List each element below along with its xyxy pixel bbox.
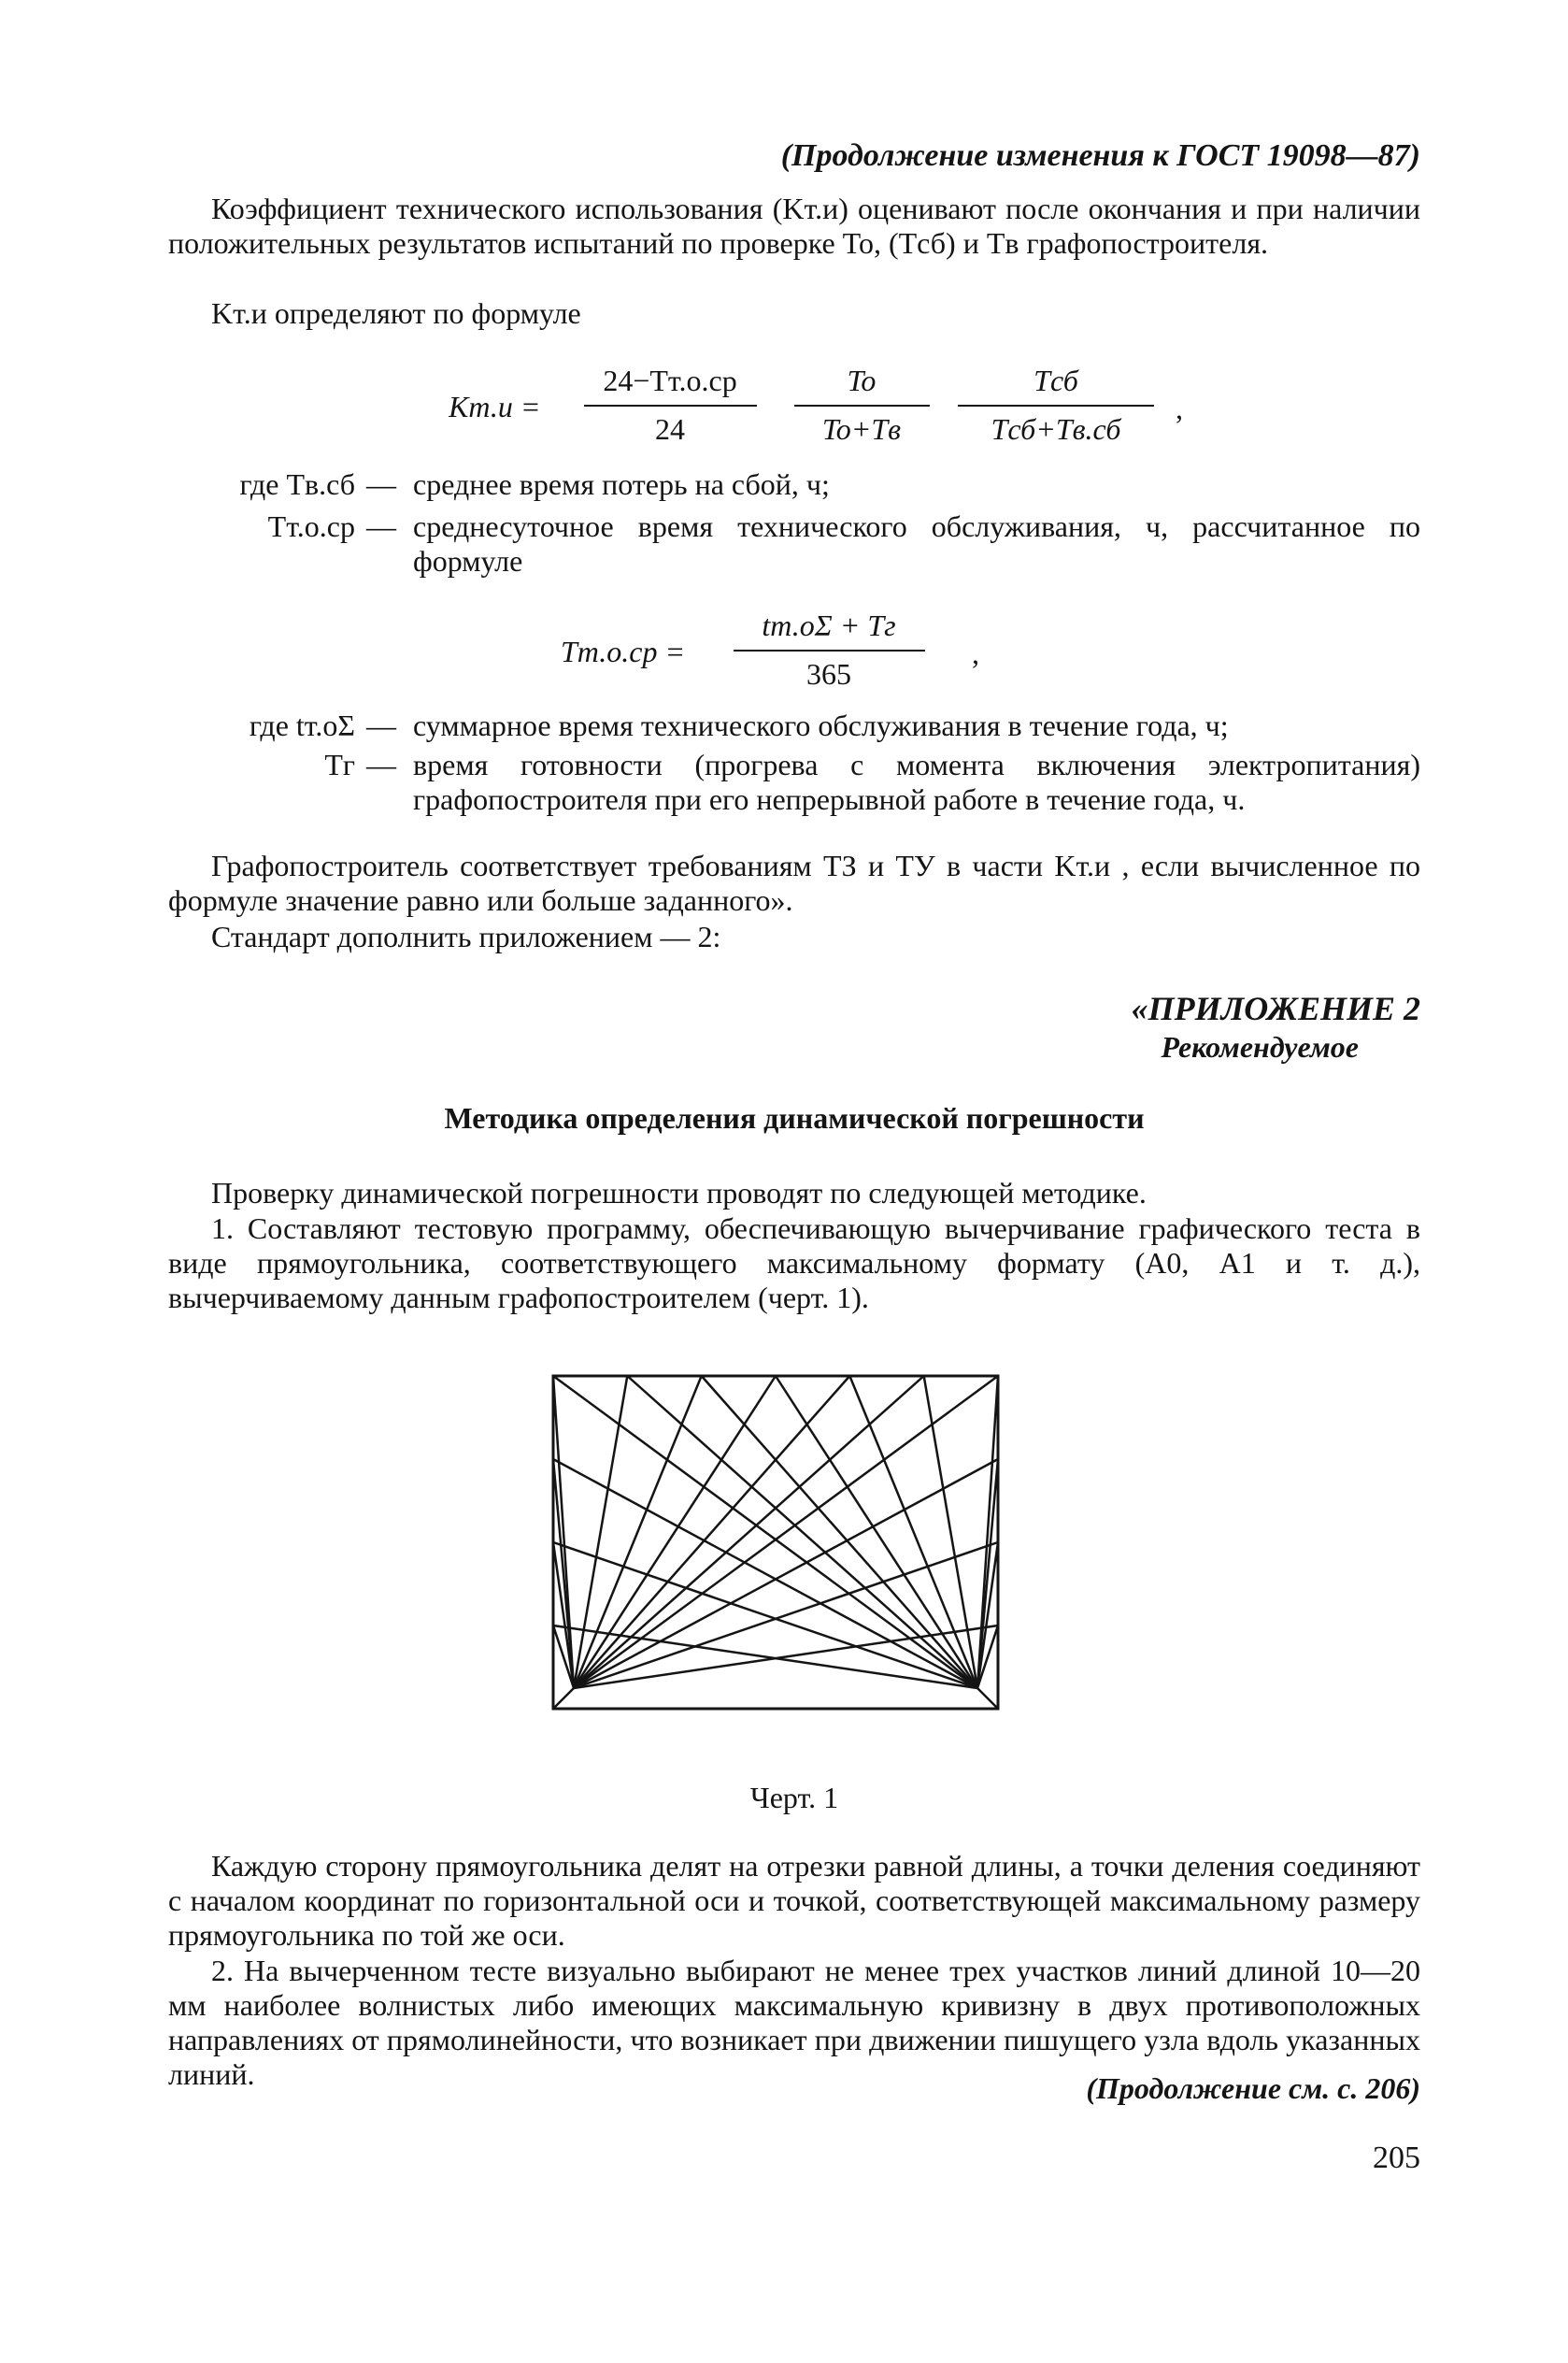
formula1-frac1-den: 24 <box>655 412 685 446</box>
definition-text: время готовности (прогрева с момента включения электропитания) графопостроителя при его непрерывной работе в течение года, ч. <box>413 748 1420 816</box>
appendix-title: «ПРИЛОЖЕНИЕ 2 <box>1131 990 1420 1027</box>
formula2-lhs: Tт.о.ср = <box>561 635 686 668</box>
section-title: Методика определения динамической погрешности <box>444 1101 1145 1135</box>
definition-dash: — <box>366 467 396 501</box>
definition-dash: — <box>366 709 396 742</box>
paragraph-supplement: Стандарт дополнить приложением — 2: <box>211 920 721 953</box>
formula-k-ti <box>449 353 1196 454</box>
fan-line <box>627 1376 977 1688</box>
definition-text: суммарное время технического обслуживания в течение года, ч; <box>413 709 1229 742</box>
paragraph-step-1: 1. Составляют тестовую программу, обеспечивающую вычерчивание графического теста в виде прямоугольника, соответствующего максимальному формату (А0, А1 и т. д.), вычерчиваемому данным графопостроителем (черт. 1). <box>168 1211 1420 1314</box>
fan-line <box>574 1459 998 1688</box>
figure-test-pattern <box>551 1374 1000 1711</box>
paragraph-method-intro: Проверку динамической погрешности проводят по следующей методике. <box>211 1176 1147 1210</box>
corner-line <box>553 1688 574 1709</box>
formula2-trail: , <box>972 637 979 670</box>
formula1-frac3-num: Tсб <box>1033 364 1078 397</box>
formula1-frac2-den: To+Tв <box>821 412 902 446</box>
paragraph-formula-intro: Kт.и определяют по формуле <box>211 296 581 330</box>
definition-t-vsb <box>168 467 1420 505</box>
formula1-lhs: Kт.и = <box>449 390 541 423</box>
formula1-parts <box>449 364 1183 446</box>
paragraph-conformity: Графопостроитель соответствует требованиям ТЗ и ТУ в части Kт.и , если вычисленное по формуле значение равно или больше заданного». <box>168 849 1420 917</box>
definition-text: среднее время потерь на сбой, ч; <box>413 467 830 501</box>
corner-line <box>977 1688 998 1709</box>
formula-t-tosr <box>561 596 1047 695</box>
fan-line <box>574 1376 924 1688</box>
test-pattern-drawing <box>551 1374 1000 1711</box>
page-number: 205 <box>1373 2141 1420 2175</box>
formula2-den: 365 <box>806 657 851 691</box>
fan-line <box>776 1376 977 1688</box>
formula1-frac1-num: 24−Tт.о.ср <box>603 364 737 397</box>
definition-label: Tг <box>324 748 355 781</box>
definition-dash: — <box>366 509 396 543</box>
definition-label: Tт.о.ср <box>267 509 355 543</box>
definition-label: где tт.оΣ <box>249 709 355 742</box>
paragraph-utilization-coefficient: Коэффициент технического использования (Kт.и) оценивают после окончания и при наличии положительных результатов испытаний по проверке To, (Tсб) и Tв графопостроителя. <box>168 192 1420 260</box>
paragraph-step-2: 2. На вычерченном тесте визуально выбирают не менее трех участков линий длиной 10—20 мм наиболее волнистых либо имеющих максимальную кривизну в двух противоположных направлениях от прямолинейности, что возникает при движении пишущего узла вдоль указанных линий. <box>168 1954 1420 2091</box>
definition-text: среднесуточное время технического обслуживания, ч, рассчитанное по формуле <box>413 509 1420 578</box>
formula1-frac2-num: To <box>847 364 877 397</box>
fan-lines <box>553 1376 998 1709</box>
definition-dash: — <box>366 748 396 781</box>
definition-label: где Tв.сб <box>239 467 355 501</box>
definition-t-g <box>168 748 1420 860</box>
fan-line <box>574 1376 776 1688</box>
fan-line <box>553 1459 977 1688</box>
appendix-subtitle: Рекомендуемое <box>1161 1030 1359 1064</box>
definition-t-tosum <box>168 709 1420 746</box>
fan-line <box>574 1376 627 1688</box>
paragraph-division: Каждую сторону прямоугольника делят на отрезки равной длины, а точки деления соединяют с началом координат по горизонтальной оси и точкой, соответствующей максимальному размеру прямоугольника по той же оси. <box>168 1849 1420 1952</box>
formula1-trail: , <box>1176 392 1183 425</box>
formula1-frac3-den: Tсб+Tв.сб <box>991 412 1121 446</box>
fan-line <box>924 1376 977 1688</box>
formula2-num: tт.оΣ + Tг <box>762 609 896 642</box>
figure-caption: Черт. 1 <box>749 1781 839 1814</box>
continuation-header: (Продолжение изменения к ГОСТ 19098—87) <box>780 138 1420 173</box>
definition-t-tosr <box>168 509 1420 584</box>
continuation-footer: (Продолжение см. с. 206) <box>1086 2071 1420 2105</box>
